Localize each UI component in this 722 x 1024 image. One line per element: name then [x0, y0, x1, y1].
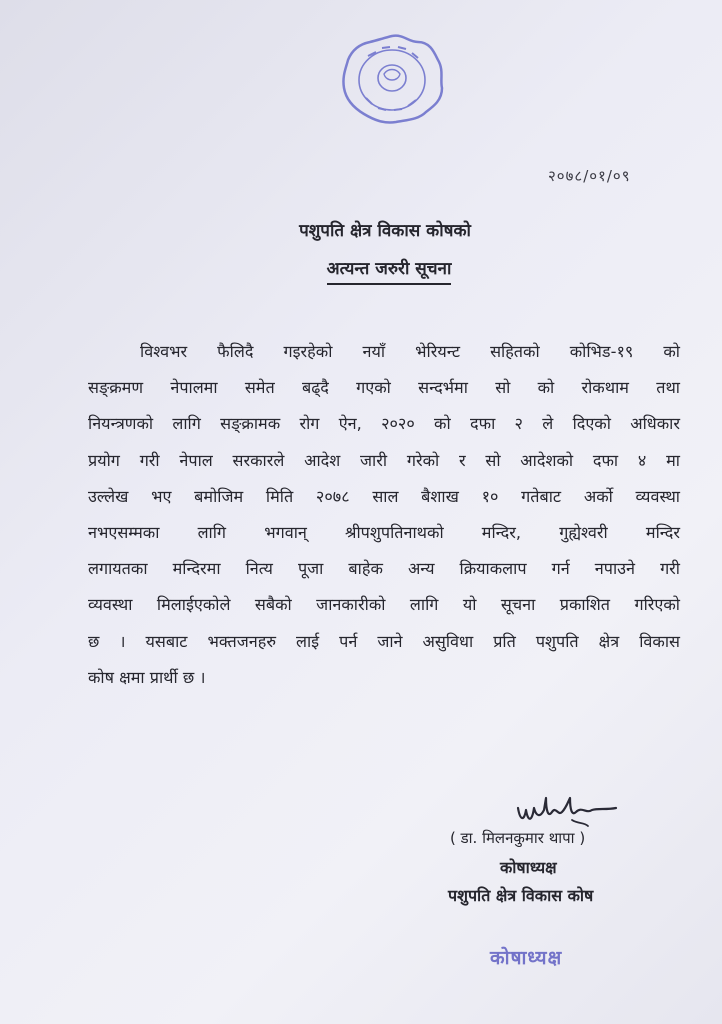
body-line: उल्लेख भए बमोजिम मिति २०७८ साल बैशाख १० गतेबाट अर्को व्यवस्था [88, 486, 680, 506]
letter-date: २०७८/०१/०९ [548, 167, 631, 185]
body-line: सङ्क्रमण नेपालमा समेत बढ्दै गएको सन्दर्भमा सो को रोकथाम तथा [88, 378, 680, 398]
organization-seal-icon [338, 30, 446, 126]
body-line: व्यवस्था मिलाईएकोले सबैको जानकारीको लागि यो सूचना प्रकाशित गरिएको [88, 595, 680, 615]
signer-organization: पशुपति क्षेत्र विकास कोष [448, 886, 594, 905]
notice-subject [0, 256, 722, 285]
body-line: विश्वभर फैलिदै गइरहेको नयाँ भेरियन्ट सहितको कोभिड-१९ को [140, 342, 680, 361]
office-heading [0, 218, 722, 241]
body-line: नियन्त्रणको लागि सङ्क्रामक रोग ऐन, २०२० को दफा २ ले दिएको अधिकार [88, 414, 680, 434]
body-line: लगायतका मन्दिरमा नित्य पूजा बाहेक अन्य क्रियाकलाप गर्न नपाउने गरी [88, 559, 680, 579]
signer-post: कोषाध्यक्ष [500, 858, 557, 877]
handwritten-signature-icon [512, 790, 632, 832]
body-line: छ । यसबाट भक्तजनहरु लाई पर्न जाने असुविधा प्रति पशुपति क्षेत्र विकास [88, 631, 680, 651]
signer-name: ( डा. मिलनकुमार थापा ) [450, 829, 586, 847]
post-stamp: कोषाध्यक्ष [490, 947, 563, 969]
notice-subject-text: अत्यन्त जरुरी सूचना [327, 256, 452, 285]
office-name: पशुपति क्षेत्र विकास कोषको [299, 221, 471, 241]
body-line: नभएसम्मका लागि भगवान् श्रीपशुपतिनाथको मन्दिर, गुह्येश्वरी मन्दिर [88, 522, 680, 542]
body-line: कोष क्षमा प्रार्थी छ । [88, 667, 206, 687]
notice-body [88, 334, 680, 696]
body-line: प्रयोग गरी नेपाल सरकारले आदेश जारी गरेको र सो आदेशको दफा ४ मा [88, 450, 680, 470]
